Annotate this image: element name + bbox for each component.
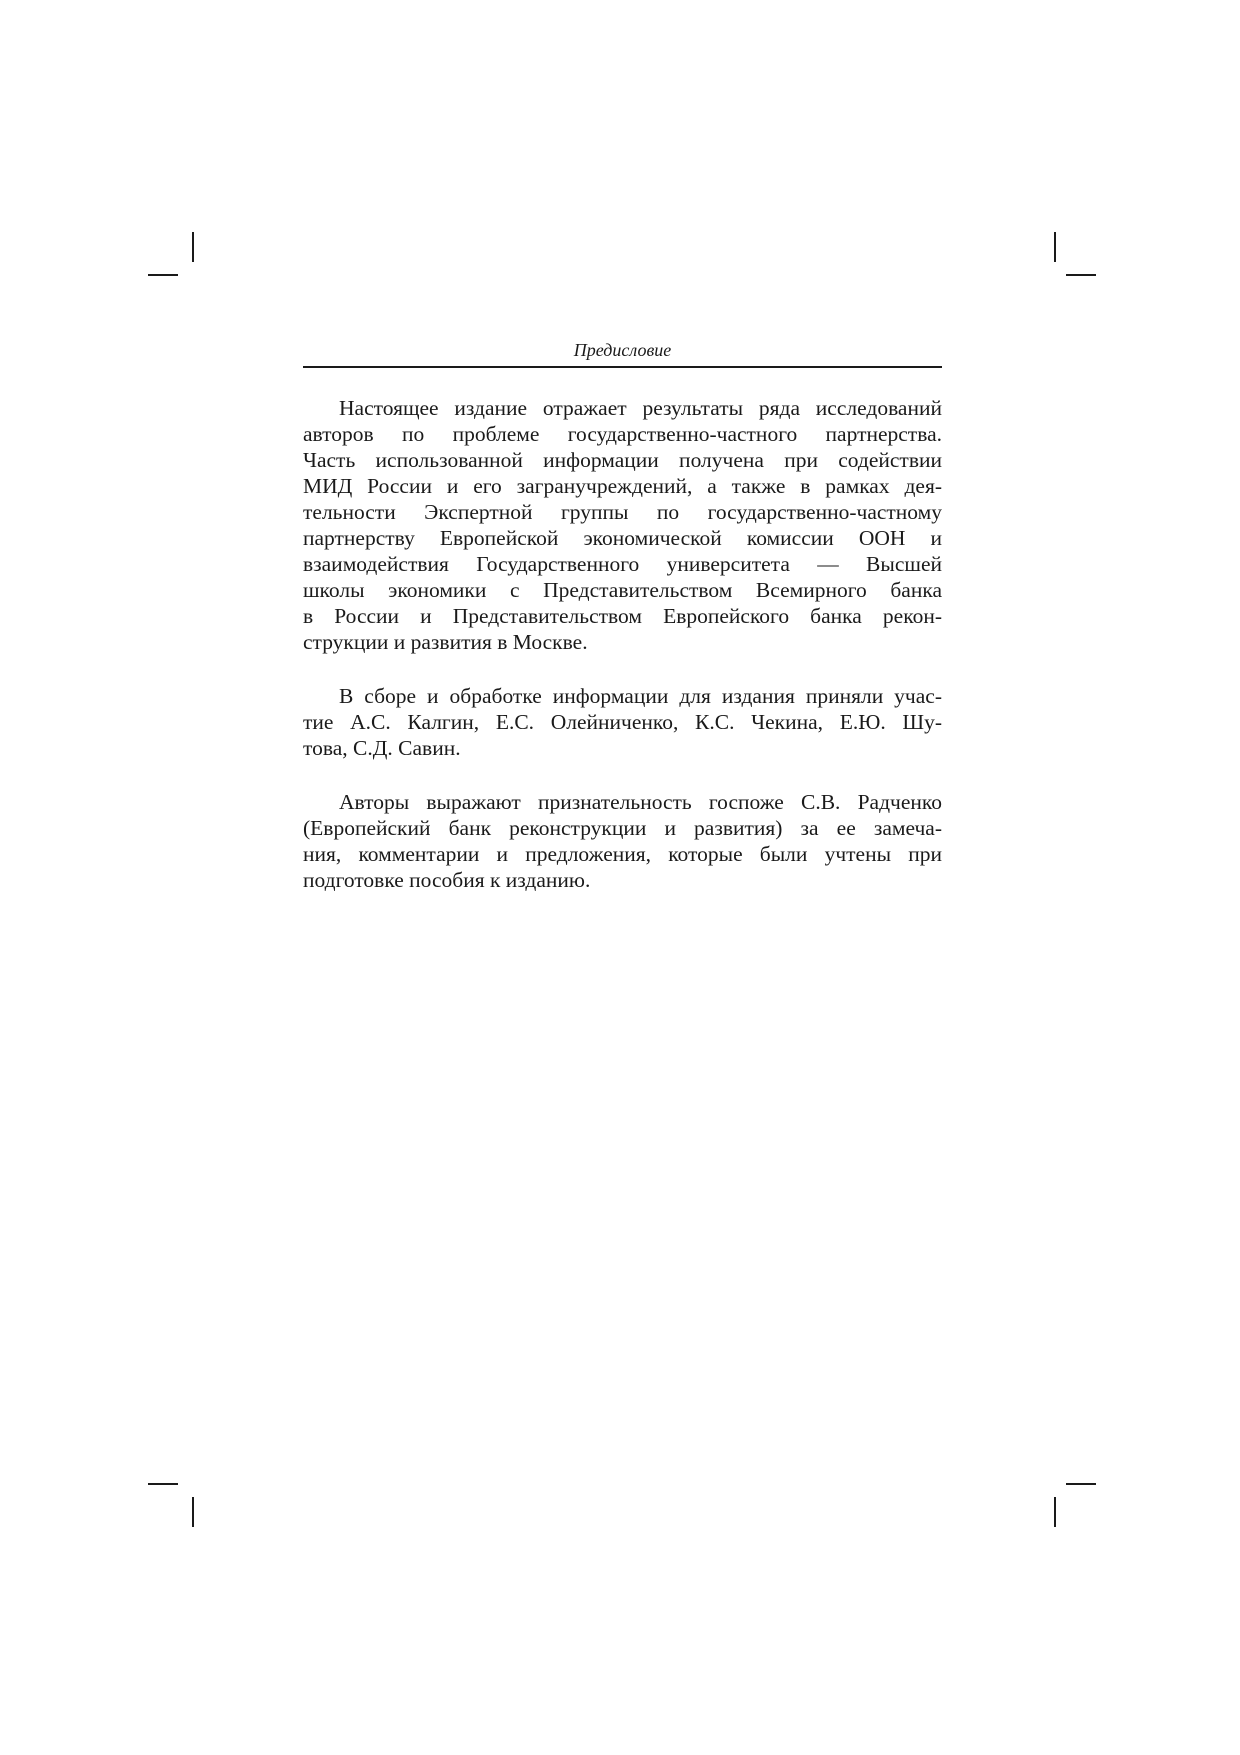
running-head-title: Предисловие <box>573 340 672 360</box>
text-line: тие А.С. Калгин, Е.С. Олейниченко, К.С. Чекина, Е.Ю. Шу- <box>303 710 942 734</box>
crop-mark-bottom-left-horizontal <box>148 1483 178 1485</box>
paragraph-3 <box>303 789 942 893</box>
crop-mark-top-left-horizontal <box>148 274 178 276</box>
crop-mark-top-right-horizontal <box>1066 274 1096 276</box>
text-line: ния, комментарии и предложения, которые были учтены при <box>303 842 942 866</box>
text-line: Настоящее издание отражает результаты ряда исследований <box>339 396 942 420</box>
text-line: струкции и развития в Москве. <box>303 630 588 654</box>
text-line: партнерству Европейской экономической комиссии ООН и <box>303 526 942 550</box>
text-line: Часть использованной информации получена при содействии <box>303 448 942 472</box>
text-line: взаимодействия Государственного университета — Высшей <box>303 552 942 576</box>
text-line: тельности Экспертной группы по государственно-частному <box>303 500 942 524</box>
paragraph-1 <box>303 395 942 655</box>
text-line: в России и Представительством Европейского банка рекон- <box>303 604 942 628</box>
text-line: подготовке пособия к изданию. <box>303 868 591 892</box>
preface-text <box>303 395 942 921</box>
paragraph-2 <box>303 683 942 761</box>
header-rule <box>303 366 942 368</box>
text-line: Авторы выражают признательность госпоже С.В. Радченко <box>339 790 942 814</box>
text-line: (Европейский банк реконструкции и развития) за ее замеча- <box>303 816 942 840</box>
text-line: това, С.Д. Савин. <box>303 736 461 760</box>
text-line: авторов по проблеме государственно-частного партнерства. <box>303 422 942 446</box>
text-line: В сборе и обработке информации для издания приняли учас- <box>339 684 942 708</box>
text-line: МИД России и его загранучреждений, а также в рамках дея- <box>303 474 942 498</box>
crop-mark-top-right-vertical <box>1054 232 1056 262</box>
crop-mark-bottom-right-vertical <box>1054 1497 1056 1527</box>
crop-mark-bottom-left-vertical <box>192 1497 194 1527</box>
crop-mark-top-left-vertical <box>192 232 194 262</box>
text-line: школы экономики с Представительством Всемирного банка <box>303 578 942 602</box>
crop-mark-bottom-right-horizontal <box>1066 1483 1096 1485</box>
